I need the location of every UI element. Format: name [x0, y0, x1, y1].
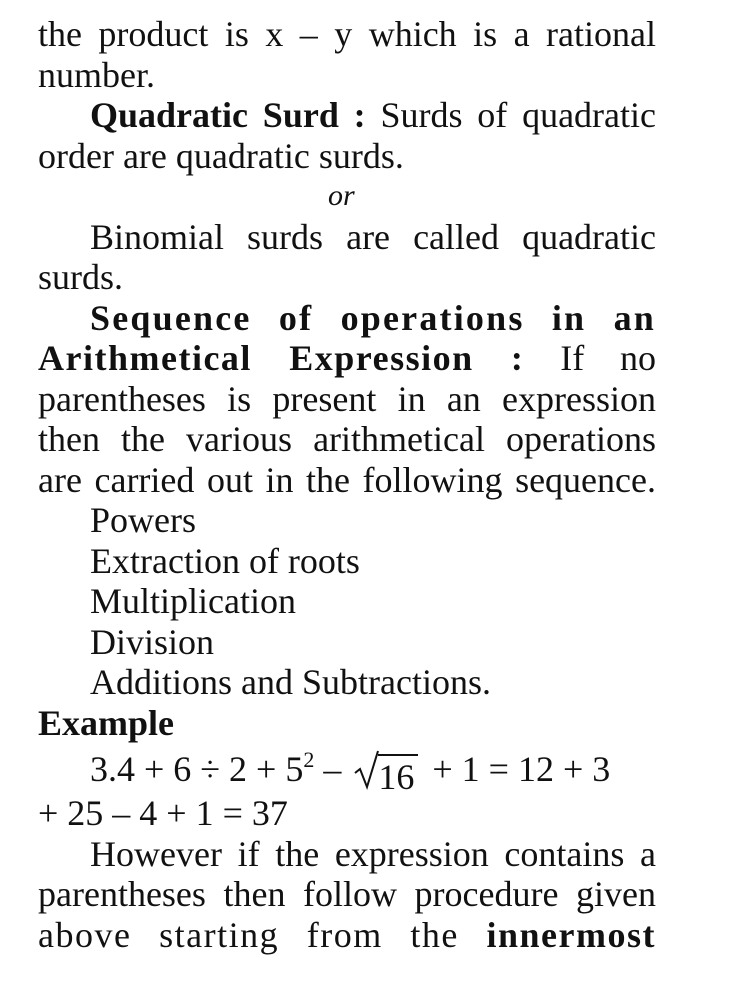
- list-item: Division: [90, 621, 215, 662]
- definition-quadratic-surd: [38, 95, 656, 136]
- text-line: parentheses is present in an expression: [38, 378, 656, 419]
- emphasis-innermost: innermost: [486, 914, 656, 955]
- example-heading: Example: [38, 702, 175, 743]
- text-line: then the various arithmetical operations: [38, 419, 656, 459]
- list-item: Extraction of roots: [90, 540, 360, 581]
- list-item: Multiplication: [90, 581, 296, 621]
- text-line: surds.: [38, 257, 124, 297]
- equation-text: –: [314, 749, 351, 789]
- equation-text: + 1 = 12 + 3: [432, 749, 611, 789]
- or-separator: or: [328, 179, 355, 212]
- equation-text: 3.4 + 6 ÷ 2 + 5: [90, 749, 304, 789]
- text-line: Binomial surds are called quadratic: [90, 216, 656, 257]
- radicand: 16: [378, 754, 418, 797]
- square-root: [354, 749, 418, 797]
- term-arithmetical-expression: Arithmetical Expression :: [38, 338, 525, 378]
- text-line: order are quadratic surds.: [38, 135, 404, 176]
- term-quadratic-surd: Quadratic Surd :: [90, 95, 366, 135]
- text-line: parentheses then follow procedure given: [38, 874, 656, 914]
- example-equation: [38, 747, 656, 797]
- text-segment: above starting from the: [38, 914, 487, 955]
- definition-text: Surds of quadratic: [365, 95, 656, 135]
- list-item: Powers: [90, 500, 196, 540]
- text-line: the product is x – y which is a rational: [38, 14, 656, 54]
- exponent: 2: [303, 747, 315, 772]
- definition-sequence: [38, 338, 656, 379]
- text-line: number.: [38, 54, 155, 95]
- text-line: However if the expression contains a: [90, 833, 656, 874]
- list-item: Additions and Subtractions.: [90, 662, 491, 702]
- text-line: [38, 915, 656, 956]
- operations-list: [38, 500, 656, 703]
- heading-sequence-of-operations: Sequence of operations in an: [90, 297, 656, 338]
- text-line: are carried out in the following sequence.: [38, 459, 656, 500]
- document-page: [38, 14, 656, 955]
- radical-sign-icon: [354, 747, 380, 791]
- equation-continuation: + 25 – 4 + 1 = 37: [38, 793, 288, 833]
- definition-text: If no: [524, 338, 656, 378]
